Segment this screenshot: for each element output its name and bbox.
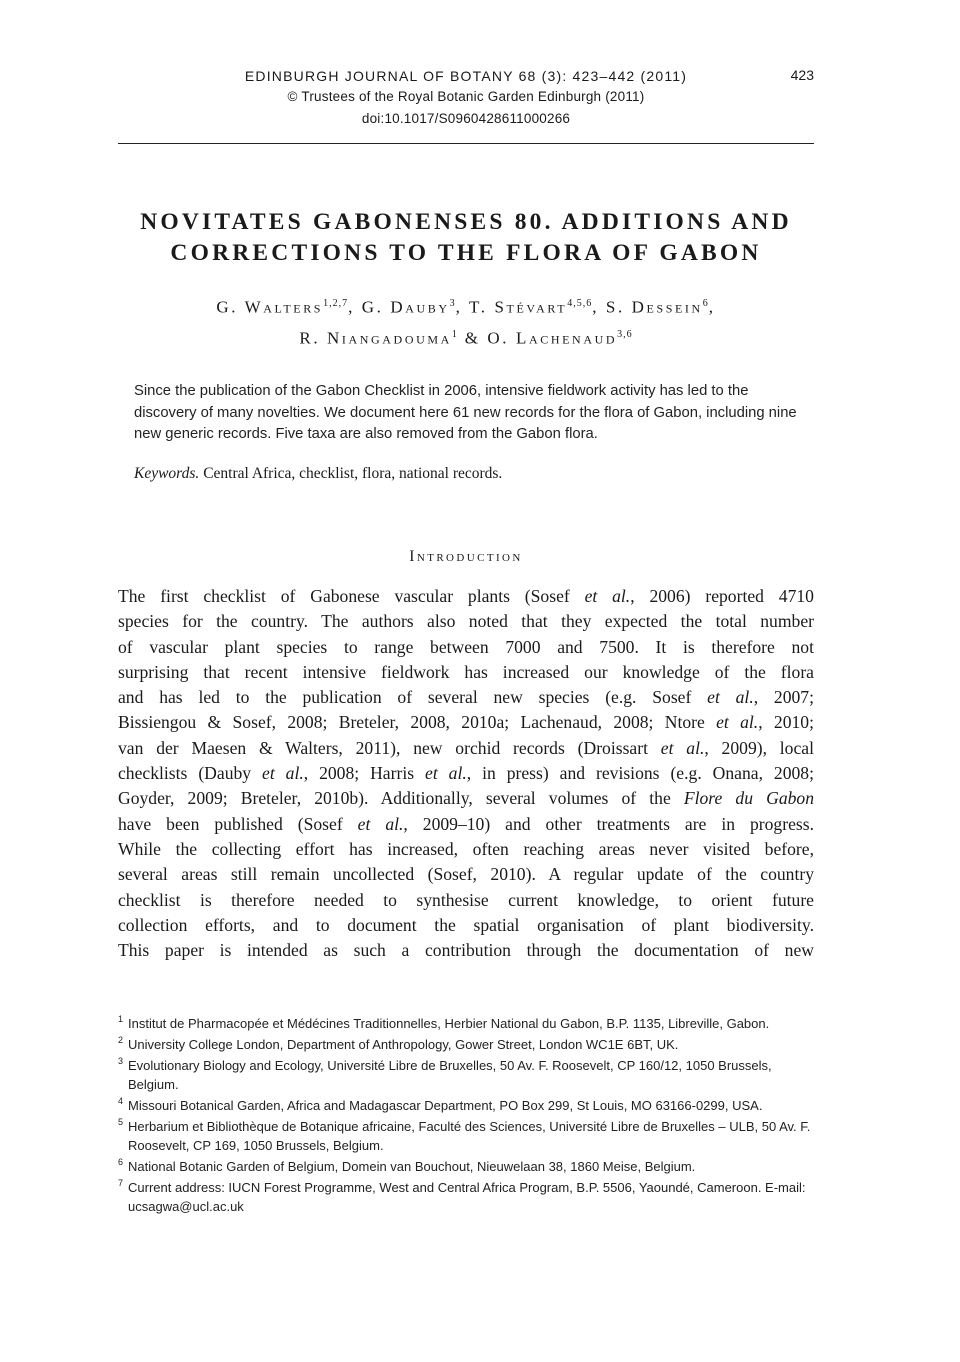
body-text-segment: Bissiengou & Sosef, 2008; Breteler, 2008, 2010a; Lachenaud, 2008; Ntore	[118, 712, 717, 733]
author-separator: ,	[348, 297, 362, 317]
footnote-mark: 1	[118, 1014, 124, 1024]
footnote	[118, 1014, 814, 1033]
footnote-text: Current address: IUCN Forest Programme, West and Central Africa Program, B.P. 5506, Yaoundé, Cameroon. E-mail: ucsagwa@ucl.ac.uk	[128, 1180, 806, 1214]
author-separator: ,	[592, 297, 606, 317]
body-line	[118, 913, 814, 938]
body-text-segment: several areas still remain uncollected (Sosef, 2010). A regular update of the country	[118, 864, 814, 885]
italic-text: et al.	[660, 737, 705, 758]
footnote-text: Evolutionary Biology and Ecology, Université Libre de Bruxelles, 50 Av. F. Roosevelt, CP 160/12, 1050 Brussels, Belgium.	[128, 1058, 772, 1092]
footnote-mark: 2	[118, 1035, 124, 1045]
keywords-text: Central Africa, checklist, flora, national records.	[203, 465, 503, 482]
body-line	[118, 736, 814, 761]
body-text-segment: , 2006) reported 4710	[630, 586, 814, 606]
doi-line: doi:10.1017/S0960428611000266	[361, 111, 571, 126]
body-line	[118, 837, 814, 862]
footnote	[118, 1056, 814, 1094]
italic-text: et al.	[425, 763, 467, 784]
footnote-mark: 5	[118, 1117, 124, 1127]
author-line-1	[110, 290, 822, 321]
footnote	[118, 1035, 814, 1054]
body-text-segment: Goyder, 2009; Breteler, 2010b). Additionally, several volumes of the	[118, 788, 684, 809]
body-line	[118, 710, 814, 735]
footnote-text: Missouri Botanical Garden, Africa and Madagascar Department, PO Box 299, St Louis, MO 63166-0299, USA.	[128, 1098, 763, 1113]
italic-text: et al.	[716, 712, 759, 733]
body-line	[118, 862, 814, 887]
body-text-segment: , 2010;	[758, 712, 814, 733]
body-text-segment: , 2008; Harris	[303, 763, 426, 784]
introduction-body	[118, 584, 814, 963]
body-line	[118, 786, 814, 811]
copyright-line: © Trustees of the Royal Botanic Garden Edinburgh (2011)	[287, 89, 645, 104]
body-line	[118, 609, 814, 634]
author-list	[110, 290, 822, 351]
author-name: G. Walters	[216, 297, 324, 317]
author-name: O. Lachenaud	[487, 328, 618, 348]
author-affiliation-marks: 3,6	[617, 328, 633, 340]
body-text-segment: The first checklist of Gabonese vascular plants (Sosef	[118, 586, 585, 606]
author-affiliation-marks: 1	[451, 328, 458, 340]
author-name: S. Dessein	[605, 297, 703, 317]
body-line	[118, 685, 814, 710]
author-line-2	[110, 321, 822, 352]
body-line	[118, 660, 814, 685]
italic-text: et al.	[262, 763, 304, 784]
footnote	[118, 1096, 814, 1115]
page-number: 423	[790, 67, 814, 83]
body-text-segment: surprising that recent intensive fieldwork has increased our knowledge of the flora	[118, 661, 814, 682]
footnote-mark: 4	[118, 1096, 124, 1106]
article-title	[110, 207, 822, 269]
body-text-segment: , 2007;	[753, 687, 814, 708]
journal-citation: EDINBURGH JOURNAL OF BOTANY 68 (3): 423–442 (2011)	[244, 68, 688, 84]
body-line	[118, 584, 814, 609]
body-text-segment: species for the country. The authors also noted that they expected the total number	[118, 611, 814, 632]
italic-text: et al.	[357, 813, 404, 834]
author-affiliation-marks: 3	[449, 298, 456, 309]
author-name: R. Niangadouma	[299, 328, 452, 348]
body-text-segment: , 2009), local	[704, 737, 814, 758]
body-text-segment: van der Maesen & Walters, 2011), new orchid records (Droissart	[118, 737, 661, 758]
footnote	[118, 1117, 814, 1155]
body-text-segment: This paper is intended as such a contribution through the documentation of new	[118, 940, 814, 961]
italic-text: et al.	[584, 586, 631, 606]
body-line	[118, 761, 814, 786]
body-line	[118, 812, 814, 837]
footnote-text: Herbarium et Bibliothèque de Botanique africaine, Faculté des Sciences, Université Libre de Bruxelles – ULB, 50 Av. F. Roosevelt, CP 169, 1050 Brussels, Belgium.	[128, 1119, 811, 1153]
body-text-segment: of vascular plant species to range between 7000 and 7500. It is therefore not	[118, 636, 814, 657]
author-separator: ,	[455, 297, 470, 317]
footnote-text: Institut de Pharmacopée et Médécines Traditionnelles, Herbier National du Gabon, B.P. 1135, Libreville, Gabon.	[128, 1016, 770, 1031]
body-text-segment: and has led to the publication of several new species (e.g. Sosef	[118, 687, 708, 708]
author-name: T. Stévart	[469, 297, 568, 317]
author-affiliation-marks: 4,5,6	[567, 298, 593, 309]
body-text-segment: , in press) and revisions (e.g. Onana, 2008;	[466, 763, 814, 784]
title-line-1: NOVITATES GABONENSES 80. ADDITIONS AND	[140, 209, 792, 235]
footnote	[118, 1157, 814, 1176]
italic-text: et al.	[707, 687, 754, 708]
keywords-label: Keywords.	[134, 465, 200, 482]
footnote	[118, 1178, 814, 1216]
author-affiliation-marks: 6	[702, 298, 709, 309]
section-heading-introduction: Introduction	[409, 548, 523, 565]
title-line-2: CORRECTIONS TO THE FLORA OF GABON	[170, 240, 762, 266]
body-line	[118, 938, 814, 963]
abstract: Since the publication of the Gabon Checklist in 2006, intensive fieldwork activity has led to the discovery of many novelties. We document here 61 new records for the flora of Gabon, including nine new generic records. Five taxa are also removed from the Gabon flora.	[134, 383, 797, 442]
keywords	[134, 463, 802, 485]
footnote-text: National Botanic Garden of Belgium, Domein van Bouchout, Nieuwelaan 38, 1860 Meise, Belgium.	[128, 1159, 696, 1174]
header-rule	[118, 143, 814, 144]
author-separator: &	[457, 328, 488, 348]
body-text-segment: have been published (Sosef	[118, 813, 358, 834]
footnote-text: University College London, Department of Anthropology, Gower Street, London WC1E 6BT, UK.	[128, 1037, 679, 1052]
body-text-segment: checklists (Dauby	[118, 763, 263, 784]
author-name: G. Dauby	[361, 297, 450, 317]
footnote-mark: 7	[118, 1178, 124, 1188]
affiliation-footnotes	[118, 1014, 814, 1218]
italic-text: Flore du Gabon	[683, 788, 815, 809]
author-separator: ,	[708, 297, 716, 317]
body-line	[118, 635, 814, 660]
body-text-segment: checklist is therefore needed to synthesise current knowledge, to orient future	[118, 889, 814, 910]
footnote-mark: 6	[118, 1157, 124, 1167]
body-text-segment: , 2009–10) and other treatments are in progress.	[403, 813, 814, 834]
body-line	[118, 888, 814, 913]
footnote-mark: 3	[118, 1056, 124, 1066]
journal-header	[118, 66, 814, 130]
body-text-segment: While the collecting effort has increased, often reaching areas never visited before,	[118, 838, 814, 859]
author-affiliation-marks: 1,2,7	[323, 298, 349, 309]
body-text-segment: collection efforts, and to document the spatial organisation of plant biodiversity.	[118, 914, 814, 935]
